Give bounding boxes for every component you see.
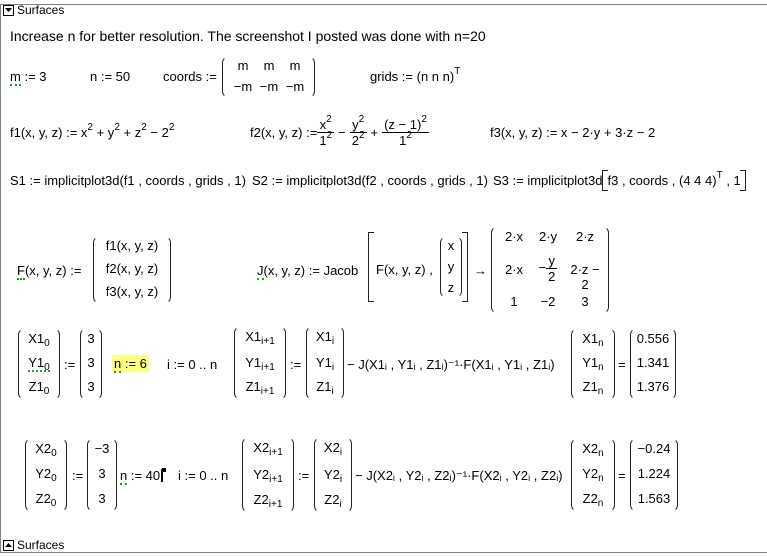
s3-head: S3 := implicitplot3d <box>493 173 603 188</box>
region-collapse-toggle[interactable] <box>3 5 14 16</box>
exponent: 2 <box>114 122 120 133</box>
assign-op: := <box>290 357 302 372</box>
n-value: := 6 <box>121 356 147 371</box>
equals-op: = <box>618 468 626 483</box>
region-expand-toggle[interactable] <box>3 540 14 551</box>
vector-cell: f1(x, y, z) <box>105 238 159 253</box>
result1-values-vector[interactable] <box>630 328 676 400</box>
result1-vars-vector[interactable]: $X1_n$ $Y1_n$ $Z1_n$ <box>571 328 615 400</box>
result-value: 1.224 <box>637 466 671 481</box>
jacobian-result-matrix[interactable] <box>491 226 609 314</box>
jacob-arg: F(x, y, z) , <box>376 262 433 277</box>
f1-lhs: f1(x, y, z) := <box>10 125 81 140</box>
matrix-cell: −m <box>285 79 305 94</box>
J-head: (x, y, z) := Jacob <box>263 263 359 278</box>
vector-cell: f3(x, y, z) <box>105 284 159 299</box>
result-value: −0.24 <box>637 441 671 456</box>
assign-op: := <box>298 468 310 483</box>
F-args: (x, y, z) := <box>24 263 82 278</box>
s3-bracket: f3 , coords , (4 4 4)$^T$ , 1 <box>602 173 745 188</box>
f2-lhs: f2(x, y, z) := <box>250 124 318 140</box>
term: − 2 <box>146 125 169 140</box>
result-value: 1.563 <box>637 491 671 506</box>
m-value: := 3 <box>20 69 47 84</box>
matrix-cell-fraction: − $\frac{y}{2}$ <box>538 253 556 284</box>
m-name: m <box>10 69 21 84</box>
operator: + <box>370 124 379 140</box>
matrix-cell: m <box>237 58 249 73</box>
range1-definition[interactable]: i := 0 .. n <box>167 357 218 372</box>
result-value: 1.341 <box>636 355 670 370</box>
n-definition[interactable]: n := 50 <box>90 69 131 84</box>
fraction: $\frac{x^2}{1^2}$ <box>319 113 333 148</box>
s2-definition[interactable]: S2 := implicitplot3d(f2 , coords , grids , 1) <box>252 173 488 188</box>
init2-vars-vector[interactable]: $X2_0$ $Y2_0$ $Z2_0$ <box>25 438 67 512</box>
equals-op: = <box>618 357 626 372</box>
region-title-top: Surfaces <box>17 3 65 17</box>
F-definition-lhs[interactable] <box>17 263 81 278</box>
init1-vals-vector[interactable]: 3 3 3 <box>80 328 102 400</box>
assign-op: := <box>64 357 76 372</box>
jacob-bracket[interactable] <box>368 232 468 302</box>
update2-expression[interactable]: − J(X2ᵢ , Y2ᵢ , Z2ᵢ)⁻¹·F(X2ᵢ , Y2ᵢ , Z2ᵢ) <box>355 468 563 483</box>
m-definition[interactable] <box>10 69 47 84</box>
result2-vars-vector[interactable]: $X2_n$ $Y2_n$ $Z2_n$ <box>571 438 615 512</box>
note-text[interactable]: Increase n for better resolution. The screenshot I posted was done with n=20 <box>10 28 486 44</box>
exponent: 2 <box>87 122 93 133</box>
vars-vector: x y z <box>440 236 462 298</box>
region-title-bottom: Surfaces <box>17 538 65 552</box>
matrix-cell: m <box>263 58 275 73</box>
matrix-cell: −m <box>233 79 253 94</box>
result-value: 0.556 <box>636 331 670 346</box>
exponent: 2 <box>168 122 175 133</box>
matrix-cell: 2·z <box>575 229 595 244</box>
coords-label[interactable]: coords := <box>163 69 217 84</box>
fraction: $\frac{y^2}{2^2}$ <box>351 113 365 148</box>
init2-vals-vector[interactable]: −3 3 3 <box>87 438 117 512</box>
matrix-cell: m <box>289 58 301 73</box>
edit-cursor-cap <box>162 468 166 472</box>
n-value: := 40 <box>127 468 161 483</box>
fraction: $\frac{(z - 1)^2}{1^2}$ <box>384 113 427 148</box>
result-value: 1.376 <box>636 379 670 394</box>
n2-definition[interactable] <box>120 468 166 483</box>
region-left-line <box>0 4 1 553</box>
transpose-sup: T <box>454 66 461 77</box>
n1-definition[interactable] <box>112 355 149 372</box>
range2-definition[interactable]: i := 0 .. n <box>178 468 229 483</box>
region-top-line <box>0 4 767 5</box>
matrix-cell: 2·y <box>538 229 558 244</box>
F-vector[interactable] <box>93 236 171 304</box>
init1-vars-vector[interactable]: $X1_0$ $Y1_0$ $Z1_0$ <box>18 328 60 400</box>
matrix-cell: 1 <box>510 294 518 309</box>
F-name: F <box>17 263 25 278</box>
f3-definition[interactable]: f3(x, y, z) := x − 2·y + 3·z − 2 <box>490 125 656 140</box>
s3-definition[interactable] <box>493 170 746 188</box>
s1-definition[interactable]: S1 := implicitplot3d(f1 , coords , grids , 1) <box>10 173 246 188</box>
n-name: n <box>114 356 122 371</box>
next2-vars-vector[interactable]: $X2_{i+1}$ $Y2_{i+1}$ $Z2_{i+1}$ <box>242 437 294 513</box>
grids-row: (n n n) <box>416 69 455 84</box>
f1-definition[interactable] <box>10 122 175 140</box>
operator: − <box>338 124 346 140</box>
J-definition-lhs[interactable] <box>257 263 358 278</box>
grids-label: grids := <box>370 69 417 84</box>
cur1-vars-vector[interactable]: $X1_i$ $Y1_i$ $Z1_i$ <box>306 326 344 400</box>
matrix-cell: 2·x <box>504 262 524 277</box>
region-bottom-line <box>0 552 767 553</box>
triangle-down-icon <box>5 8 12 13</box>
n-name: n <box>120 468 128 483</box>
grids-definition[interactable] <box>370 66 461 84</box>
f2-definition[interactable] <box>250 108 429 156</box>
matrix-cell: 2·z − 2 <box>570 262 600 292</box>
term: + y <box>92 125 115 140</box>
vector-cell: f2(x, y, z) <box>105 261 159 276</box>
next1-vars-vector[interactable]: $X1_{i+1}$ $Y1_{i+1}$ $Z1_{i+1}$ <box>234 326 286 400</box>
matrix-cell: 2·x <box>504 229 524 244</box>
matrix-cell: 3 <box>581 294 589 309</box>
symbolic-arrow: → <box>474 263 487 278</box>
matrix-cell: −2 <box>540 294 556 309</box>
matrix-cell: −m <box>259 79 279 94</box>
coords-matrix[interactable] <box>222 56 315 98</box>
exponent: 2 <box>141 122 147 133</box>
update1-expression[interactable]: − J(X1ᵢ , Y1ᵢ , Z1ᵢ)⁻¹·F(X1ᵢ , Y1ᵢ , Z1ᵢ) <box>347 357 555 372</box>
triangle-up-icon <box>5 543 12 548</box>
cur2-vars-vector[interactable]: $X2_i$ $Y2_i$ $Z2_i$ <box>314 437 352 513</box>
assign-op: := <box>72 468 84 483</box>
result2-values-vector[interactable] <box>630 438 678 512</box>
term: + z <box>119 125 142 140</box>
J-name: J <box>257 263 264 278</box>
term: x <box>80 125 88 140</box>
